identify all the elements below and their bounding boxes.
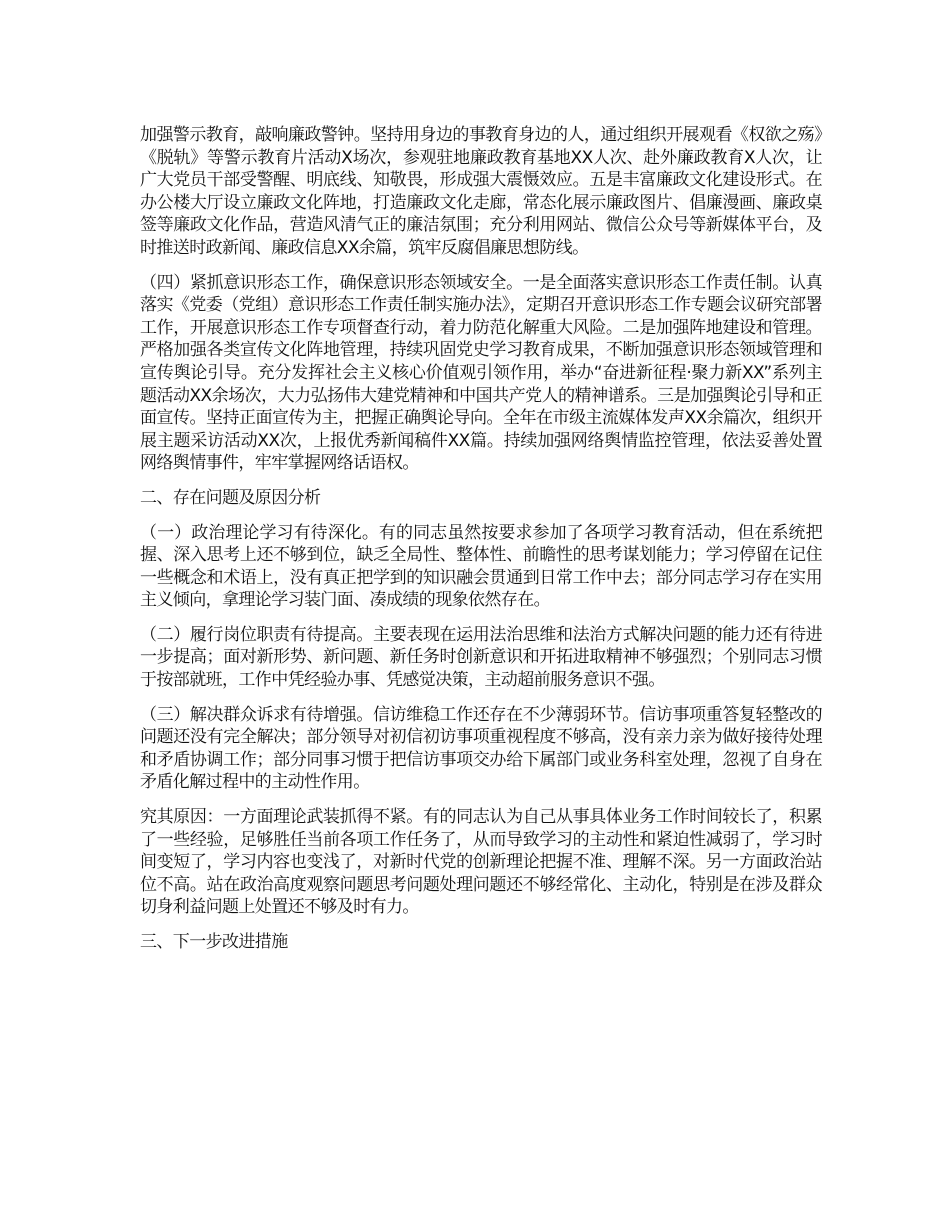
paragraph-public-appeals: （三）解决群众诉求有待增强。信访维稳工作还存在不少薄弱环节。信访事项重答复轻整改的问题还没有完全解决；部分领导对初信初访事项重视程度不够高，没有亲力亲为做好接待处理和矛盾协调工作；部分同事习惯于把信访事项交办给下属部门或业务科室处理，忽视了自身在矛盾化解过程中的主动性作用。	[140, 704, 822, 793]
paragraph-theory-study: （一）政治理论学习有待深化。有的同志虽然按要求参加了各项学习教育活动，但在系统把握、深入思考上还不够到位，缺乏全局性、整体性、前瞻性的思考谋划能力；学习停留在记住一些概念和术语上，没有真正把学到的知识融会贯通到日常工作中去；部分同志学习存在实用主义倾向，拿理论学习装门面、凑成绩的现象依然存在。	[140, 522, 822, 611]
document-page	[140, 124, 822, 966]
paragraph-job-duties: （二）履行岗位职责有待提高。主要表现在运用法治思维和法治方式解决问题的能力还有待进一步提高；面对新形势、新问题、新任务时创新意识和开拓进取精神不够强烈；个别同志习惯于按部就班，工作中凭经验办事、凭感觉决策，主动超前服务意识不强。	[140, 624, 822, 691]
section-heading-next-steps: 三、下一步改进措施	[140, 932, 288, 952]
section-heading-problems: 二、存在问题及原因分析	[140, 487, 321, 508]
paragraph-ideology-work: （四）紧抓意识形态工作，确保意识形态领域安全。一是全面落实意识形态工作责任制。认真落实《党委（党组）意识形态工作责任制实施办法》，定期召开意识形态工作专题会议研究部署工作，开展意识形态工作专项督查行动，着力防范化解重大风险。二是加强阵地建设和管理。严格加强各类宣传文化阵地管理，持续巩固党史学习教育成果，不断加强意识形态领域管理和宣传舆论引导。充分发挥社会主义核心价值观引领作用，举办“奋进新征程·聚力新XX”系列主题活动XX余场次，大力弘扬伟大建党精神和中国共产党人的精神谱系。三是加强舆论引导和正面宣传。坚持正面宣传为主，把握正确舆论导向。全年在市级主流媒体发声XX余篇次，组织开展主题采访活动XX次，上报优秀新闻稿件XX篇。持续加强网络舆情监控管理，依法妥善处置网络舆情事件，牢牢掌握网络话语权。	[140, 272, 822, 474]
paragraph-root-causes: 究其原因：一方面理论武装抓得不紧。有的同志认为自己从事具体业务工作时间较长了，积累了一些经验，足够胜任当前各项工作任务了，从而导致学习的主动性和紧迫性减弱了，学习时间变短了，学习内容也变浅了，对新时代党的创新理论把握不准、理解不深。另一方面政治站位不高。站在政治高度观察问题思考问题处理问题还不够经常化、主动化，特别是在涉及群众切身利益问题上处置还不够及时有力。	[140, 807, 822, 918]
paragraph-warning-education: 加强警示教育，敲响廉政警钟。坚持用身边的事教育身边的人，通过组织开展观看《权欲之殇》《脱轨》等警示教育片活动X场次，参观驻地廉政教育基地XX人次、赴外廉政教育X人次，让广大党员干部受警醒、明底线、知敬畏，形成强大震慑效应。五是丰富廉政文化建设形式。在办公楼大厅设立廉政文化阵地，打造廉政文化走廊，常态化展示廉政图片、倡廉漫画、廉政桌签等廉政文化作品，营造风清气正的廉洁氛围；充分利用网站、微信公众号等新媒体平台，及时推送时政新闻、廉政信息XX余篇，筑牢反腐倡廉思想防线。	[140, 125, 822, 258]
